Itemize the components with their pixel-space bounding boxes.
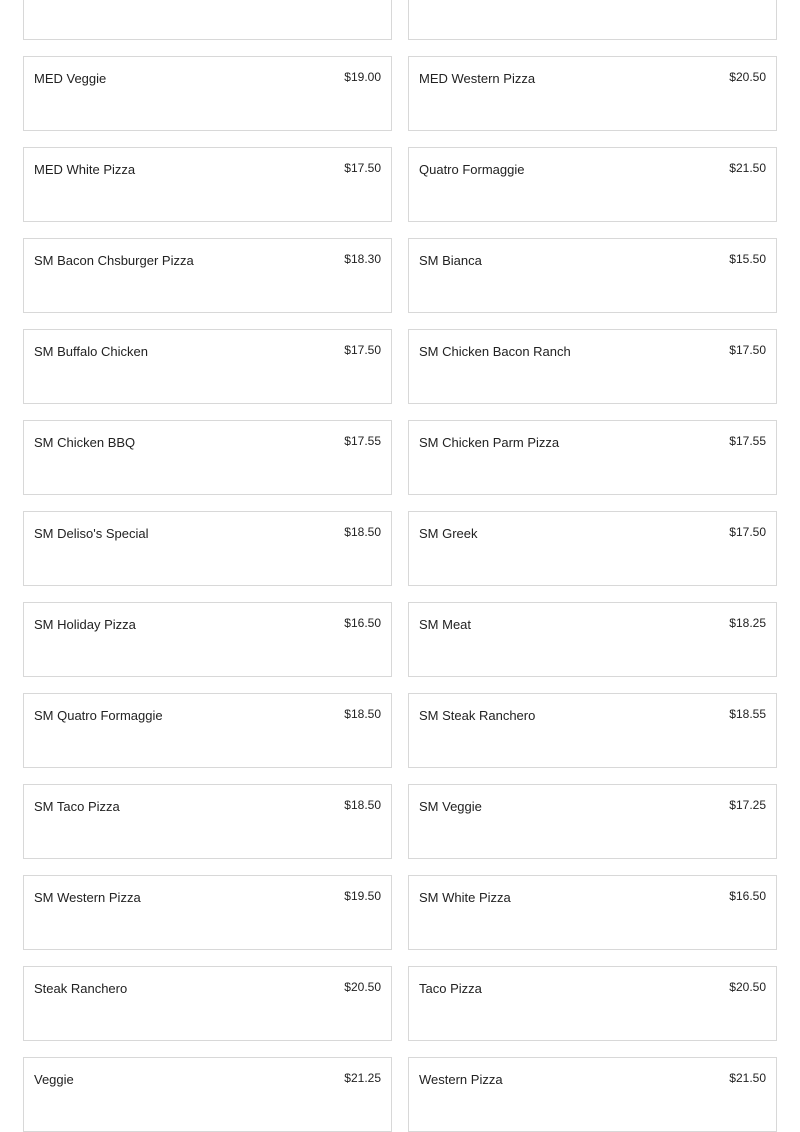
- menu-item-price: $18.50: [344, 798, 381, 812]
- menu-item-card[interactable]: [23, 511, 392, 586]
- menu-item-price: $17.50: [729, 343, 766, 357]
- menu-item-card[interactable]: [408, 784, 777, 859]
- menu-item-price: $20.50: [344, 980, 381, 994]
- menu-item-card[interactable]: [23, 238, 392, 313]
- menu-item-card[interactable]: [23, 1057, 392, 1132]
- menu-item-name: MED Veggie: [34, 71, 107, 86]
- menu-item-name: SM White Pizza: [419, 890, 511, 905]
- menu-item-price: $21.50: [729, 161, 766, 175]
- menu-item-price: $19.00: [344, 70, 381, 84]
- menu-item-card[interactable]: [408, 238, 777, 313]
- menu-item-price: $18.50: [344, 525, 381, 539]
- menu-item-price: $15.50: [729, 252, 766, 266]
- menu-items-grid: [23, 0, 777, 1132]
- menu-item-card[interactable]: [408, 966, 777, 1041]
- menu-item-card[interactable]: [408, 1057, 777, 1132]
- menu-item-price: $16.50: [729, 889, 766, 903]
- menu-item-card[interactable]: [23, 420, 392, 495]
- menu-item-card[interactable]: [408, 329, 777, 404]
- menu-item-name: SM Buffalo Chicken: [34, 344, 148, 359]
- menu-item-price: $20.50: [729, 980, 766, 994]
- menu-item-name: SM Taco Pizza: [34, 799, 120, 814]
- menu-item-card[interactable]: [408, 420, 777, 495]
- menu-item-price: $18.50: [344, 707, 381, 721]
- menu-item-name: SM Chicken Parm Pizza: [419, 435, 560, 450]
- menu-item-card[interactable]: [23, 602, 392, 677]
- menu-item-name: Quatro Formaggie: [419, 162, 525, 177]
- menu-item-name: MED Western Pizza: [419, 71, 536, 86]
- menu-item-name: MED White Pizza: [34, 162, 136, 177]
- menu-item-card[interactable]: [23, 784, 392, 859]
- menu-item-card[interactable]: [23, 0, 392, 40]
- menu-item-name: SM Holiday Pizza: [34, 617, 136, 632]
- menu-item-card[interactable]: [23, 329, 392, 404]
- menu-item-card[interactable]: [23, 966, 392, 1041]
- menu-item-price: $17.25: [729, 798, 766, 812]
- menu-item-name: SM Chicken Bacon Ranch: [419, 344, 571, 359]
- menu-item-name: SM Meat: [419, 617, 472, 632]
- menu-item-card[interactable]: [408, 693, 777, 768]
- menu-item-card[interactable]: [408, 511, 777, 586]
- menu-item-card[interactable]: [23, 56, 392, 131]
- menu-item-price: $18.55: [729, 707, 766, 721]
- menu-item-name: SM Bacon Chsburger Pizza: [34, 253, 194, 268]
- menu-item-price: $17.50: [344, 161, 381, 175]
- menu-item-card[interactable]: [408, 56, 777, 131]
- menu-item-name: Steak Ranchero: [34, 981, 128, 996]
- menu-item-name: SM Chicken BBQ: [34, 435, 136, 450]
- menu-item-price: $21.25: [344, 1071, 381, 1085]
- menu-item-card[interactable]: [408, 875, 777, 950]
- menu-item-price: $17.55: [344, 434, 381, 448]
- menu-item-name: SM Western Pizza: [34, 890, 141, 905]
- menu-item-name: Taco Pizza: [419, 981, 482, 996]
- menu-item-name: SM Bianca: [419, 253, 482, 268]
- menu-item-name: Veggie: [34, 1072, 74, 1087]
- menu-item-name: SM Quatro Formaggie: [34, 708, 163, 723]
- menu-item-name: SM Veggie: [419, 799, 482, 814]
- menu-item-card[interactable]: [23, 875, 392, 950]
- menu-item-name: Western Pizza: [419, 1072, 503, 1087]
- menu-item-price: $20.50: [729, 70, 766, 84]
- menu-item-card[interactable]: [23, 693, 392, 768]
- menu-item-card[interactable]: [408, 0, 777, 40]
- menu-item-price: $18.25: [729, 616, 766, 630]
- menu-item-price: $21.50: [729, 1071, 766, 1085]
- menu-item-name: SM Greek: [419, 526, 478, 541]
- menu-item-name: SM Steak Ranchero: [419, 708, 536, 723]
- menu-item-name: SM Deliso's Special: [34, 526, 149, 541]
- menu-item-price: $17.55: [729, 434, 766, 448]
- menu-item-card[interactable]: [23, 147, 392, 222]
- menu-item-card[interactable]: [408, 147, 777, 222]
- menu-item-card[interactable]: [408, 602, 777, 677]
- menu-item-price: $16.50: [344, 616, 381, 630]
- menu-item-price: $18.30: [344, 252, 381, 266]
- menu-item-price: $17.50: [344, 343, 381, 357]
- menu-item-price: $17.50: [729, 525, 766, 539]
- menu-item-price: $19.50: [344, 889, 381, 903]
